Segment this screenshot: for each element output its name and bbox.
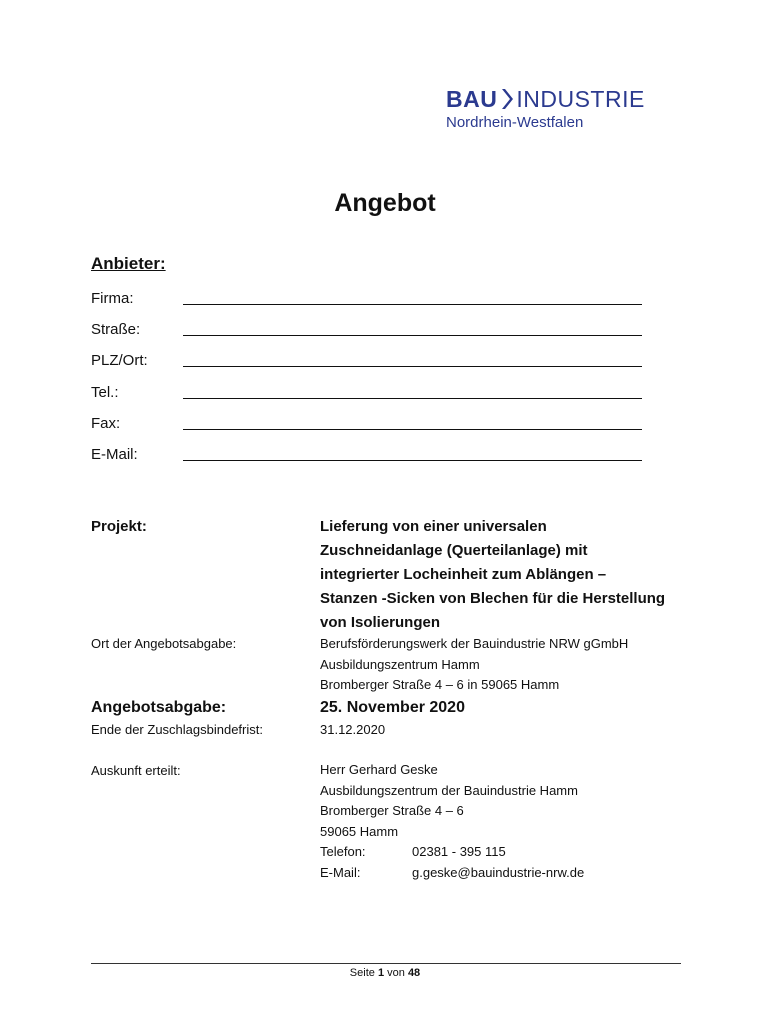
logo-wordmark	[446, 86, 686, 112]
field-row-email	[91, 445, 651, 467]
projekt-line: Zuschneidanlage (Querteilanlage) mit	[320, 542, 588, 559]
field-row-firma	[91, 289, 651, 311]
logo-chevron-icon	[501, 88, 513, 110]
auskunft-line: Herr Gerhard Geske	[320, 762, 438, 777]
projekt-line: Lieferung von einer universalen	[320, 518, 547, 535]
auskunft-contact	[320, 760, 584, 883]
strasse-input-line[interactable]	[183, 335, 642, 336]
field-label: Fax:	[91, 415, 121, 432]
auskunft-line: Bromberger Straße 4 – 6	[320, 803, 464, 818]
tel-input-line[interactable]	[183, 398, 642, 399]
field-label: Tel.:	[91, 384, 119, 401]
telefon-value: 02381 - 395 115	[412, 844, 506, 859]
footer-middle: von	[387, 967, 405, 979]
anbieter-heading: Anbieter:	[91, 254, 166, 273]
email-value[interactable]: g.geske@bauindustrie-nrw.de	[412, 864, 585, 880]
projekt-line: von Isolierungen	[320, 614, 441, 631]
ort-line: Bromberger Straße 4 – 6 in 59065 Hamm	[320, 677, 560, 692]
auskunft-label: Auskunft erteilt:	[91, 763, 181, 778]
projekt-description	[320, 515, 700, 635]
angebotsabgabe-date: 25. November 2020	[320, 699, 465, 716]
field-label: PLZ/Ort:	[91, 352, 148, 369]
ort-label: Ort der Angebotsabgabe:	[91, 636, 237, 651]
company-logo	[446, 86, 686, 133]
page-footer	[0, 965, 770, 981]
logo-bau-text: BAU	[446, 86, 498, 112]
field-label: Straße:	[91, 321, 141, 338]
angebotsabgabe-label: Angebotsabgabe:	[91, 699, 227, 716]
zuschlag-value: 31.12.2020	[320, 722, 386, 737]
logo-industrie-text: INDUSTRIE	[516, 86, 645, 112]
field-row-fax	[91, 414, 651, 436]
zuschlag-label: Ende der Zuschlagsbindefrist:	[91, 722, 263, 737]
projekt-label: Projekt:	[91, 518, 147, 535]
firma-input-line[interactable]	[183, 304, 642, 305]
ort-address	[320, 634, 628, 696]
field-row-strasse	[91, 320, 651, 342]
document-title: Angebot	[334, 189, 436, 217]
footer-divider	[91, 963, 681, 964]
field-label: E-Mail:	[91, 446, 138, 463]
plz-ort-input-line[interactable]	[183, 366, 642, 367]
email-label: E-Mail:	[320, 864, 361, 880]
auskunft-line: 59065 Hamm	[320, 823, 399, 839]
field-row-plz-ort	[91, 351, 651, 373]
ort-line: Berufsförderungswerk der Bauindustrie NRW gGmbH	[320, 636, 629, 651]
field-row-tel	[91, 383, 651, 405]
fax-input-line[interactable]	[183, 429, 642, 430]
footer-prefix: Seite	[349, 967, 375, 979]
telefon-label: Telefon:	[320, 844, 366, 859]
email-input-line[interactable]	[183, 460, 642, 461]
email-row	[320, 863, 584, 884]
logo-region: Nordrhein-Westfalen	[446, 114, 584, 131]
auskunft-line: Ausbildungszentrum der Bauindustrie Hamm	[320, 782, 578, 798]
footer-page-number: 1	[377, 967, 385, 979]
field-label: Firma:	[91, 290, 134, 307]
telefon-row	[320, 842, 584, 863]
projekt-line: integrierter Locheinheit zum Ablängen –	[320, 566, 607, 583]
projekt-line: Stanzen -Sicken von Blechen für die Herstellung	[320, 590, 666, 607]
footer-total-pages: 48	[407, 967, 421, 979]
ort-line: Ausbildungszentrum Hamm	[320, 656, 480, 672]
